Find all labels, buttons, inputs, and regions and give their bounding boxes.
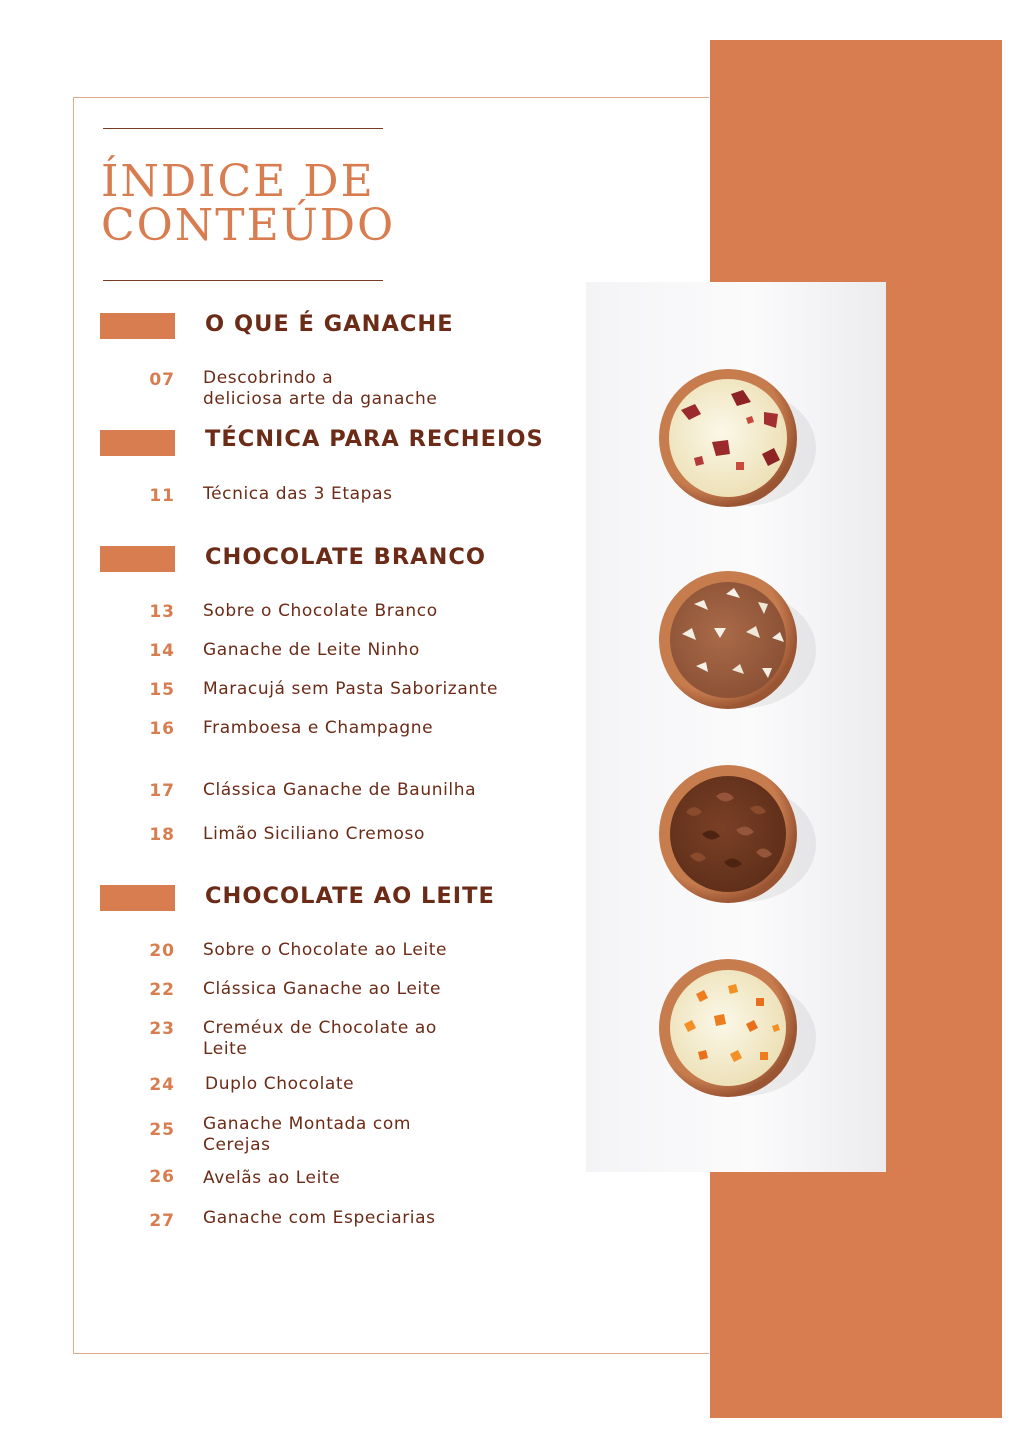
section-marker (100, 885, 175, 911)
toc-page-number: 22 (149, 980, 175, 1000)
toc-entry-line: Creméux de Chocolate ao (203, 1018, 437, 1038)
toc-entry-avelas[interactable]: Avelãs ao Leite (203, 1168, 341, 1188)
title-rule-top (103, 128, 383, 129)
section-heading-tecnica: TÉCNICA PARA RECHEIOS (205, 426, 544, 452)
toc-entry-descobrindo[interactable] (203, 368, 473, 410)
toc-page-number: 18 (149, 825, 175, 845)
page-title (101, 156, 461, 251)
toc-entry-maracuja[interactable]: Maracujá sem Pasta Saborizante (203, 679, 499, 699)
toc-page-number: 27 (149, 1211, 175, 1231)
title-line-2: CONTEÚDO (101, 200, 396, 251)
toc-entry-line: Cerejas (203, 1135, 271, 1155)
toc-entry-limao-siciliano[interactable]: Limão Siciliano Cremoso (203, 824, 425, 844)
bonbons-photo (586, 282, 886, 1172)
toc-entry-classica-leite[interactable]: Clássica Ganache ao Leite (203, 979, 442, 999)
toc-page-number: 15 (149, 680, 175, 700)
toc-page-number: 07 (149, 370, 175, 390)
toc-entry-baunilha[interactable]: Clássica Ganache de Baunilha (203, 780, 477, 800)
toc-entry-cremeux[interactable] (203, 1018, 473, 1060)
toc-entry-line: Leite (203, 1039, 248, 1059)
section-marker (100, 546, 175, 572)
toc-entry-line: Descobrindo a (203, 368, 334, 388)
toc-page-number: 14 (149, 641, 175, 661)
toc-page-number: 20 (149, 941, 175, 961)
toc-entry-framboesa[interactable]: Framboesa e Champagne (203, 718, 434, 738)
toc-entry-sobre-chocolate-leite[interactable]: Sobre o Chocolate ao Leite (203, 940, 448, 960)
toc-entry-leite-ninho[interactable]: Ganache de Leite Ninho (203, 640, 420, 660)
section-heading-o-que-e-ganache: O QUE É GANACHE (205, 311, 454, 337)
section-heading-chocolate-ao-leite: CHOCOLATE AO LEITE (205, 883, 495, 909)
toc-entry-cerejas[interactable] (203, 1114, 473, 1156)
toc-page-number: 13 (149, 602, 175, 622)
toc-page-number: 16 (149, 719, 175, 739)
toc-page-number: 11 (149, 486, 175, 506)
toc-page-number: 26 (149, 1167, 175, 1187)
section-marker (100, 430, 175, 456)
toc-page-number: 23 (149, 1019, 175, 1039)
title-line-1: ÍNDICE DE (101, 156, 375, 207)
toc-entry-tecnica-3-etapas[interactable]: Técnica das 3 Etapas (203, 484, 393, 504)
toc-entry-line: Ganache Montada com (203, 1114, 412, 1134)
title-rule-bottom (103, 280, 383, 281)
toc-entry-line: deliciosa arte da ganache (203, 389, 438, 409)
toc-page-number: 17 (149, 781, 175, 801)
toc-page-number: 24 (149, 1075, 175, 1095)
toc-entry-especiarias[interactable]: Ganache com Especiarias (203, 1208, 436, 1228)
section-marker (100, 313, 175, 339)
toc-entry-sobre-chocolate-branco[interactable]: Sobre o Chocolate Branco (203, 601, 438, 621)
toc-entry-duplo-chocolate[interactable]: Duplo Chocolate (205, 1074, 355, 1094)
toc-page-number: 25 (149, 1120, 175, 1140)
section-heading-chocolate-branco: CHOCOLATE BRANCO (205, 544, 487, 570)
